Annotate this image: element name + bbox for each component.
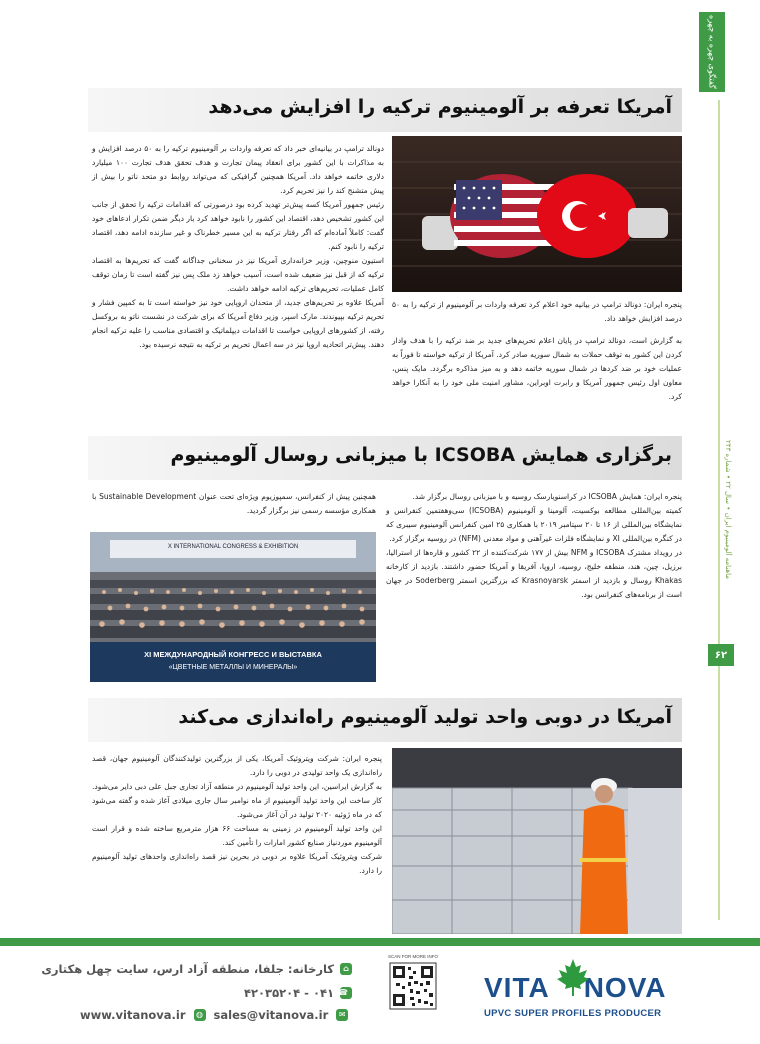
article1-title: آمریکا تعرفه بر آلومینیوم ترکیه را افزایش می‌دهد — [208, 96, 672, 118]
article3-column: پنجره ایران: شرکت ویتروئیک آمریکا، یکی از بزرگترین تولیدکنندگان آلومینیوم جهان، قصد راه‌اندازی یک واحد تولیدی در دوبی را دارد. به گزارش ایراسین، این واحد تولید آلومینیوم در منطقه آزاد تجاری جبل علی دبی دایر می‌شود. کار ساخت این واحد تولید آلومینیوم از ماه نوامبر سال جاری میلادی آغاز شده و گفته می‌شود که در ماه ژوئیه ۲۰۲۰ تولید در آن آغاز می‌شود. این واحد تولید آلومینیوم در زمینی به مساحت ۶۶ هزار مترمربع ساخته شده و قرار است آلومینیوم موردنیاز صنایع کشور امارات را تأمین کند. شرکت ویتروئیک آمریکا علاوه بر دوبی در بحرین نیز قصد راه‌اندازی واحدهای تولید آلومینیوم را دارد. — [92, 754, 382, 875]
banner-top-text: X INTERNATIONAL CONGRESS & EXHIBITION — [167, 544, 299, 550]
phone-icon: ☎ — [338, 988, 352, 997]
footer-phone: ☎ ۰۴۱ - ۴۲۰۳۵۲۰۴ — [244, 986, 352, 1000]
article2-header — [88, 436, 682, 480]
aluminium-ingots-photo — [392, 748, 682, 934]
article2-left-column: همچنین پیش از کنفرانس، سمپوزیوم ویژه‌ای تحت عنوان Sustainable Development با همکاری مؤسسه رسمی نیز برگزار گردید. — [92, 492, 376, 515]
logo-tagline: UPVC SUPER PROFILES PRODUCER — [484, 1008, 662, 1019]
side-rule — [718, 100, 720, 920]
globe-icon: ◍ — [194, 1009, 206, 1021]
article1-left-column: دونالد ترامپ در بیانیه‌ای خبر داد که تعرفه واردات بر آلومینیوم ترکیه را به ۵۰ درصد افزایش و به مذاکرات با این کشور برای انعقاد پیمان تجارت و هدف تحقق هدف تجارت ۱۰۰ میلیارد دلاری خاتمه خواهد داد. آمریکا همچنین گرافیکی که می‌تواند روابط دو متحد ناتو را بیش از پیش متشنج کند را نیز تحریم کرد. رئیس جمهور آمریکا کسه پیش‌تر تهدید کرده بود درصورتی که اقدامات ترکیه را تحقق از جانب این کشور تشخیص دهد، اقتصاد این کشور را نابود خواهد کرد بار دیگر ضمن تکرار ادعاهای خود گفت: کاملاً آماده‌ام که اگر رفتار ترکیه به این مسیر خطرناک و غیر سازنده ادامه دهد، اقتصاد ترکیه را نابود کنم. استیون منوچین، وزیر خزانه‌داری آمریکا نیز در سخنانی جداگانه گفت که تحریم‌ها به اقتصاد ترکیه که از قبل نیز ضعیف شده است، آسیب خواهد زد ملک پس نیز گفته است تا زمان توقف کامل عملیات، تحریم‌های ترکیه ادامه خواهد داشت. آمریکا علاوه بر تحریم‌های جدید، از متحدان اروپایی خود نیز خواسته است تا به کمپین فشار و تحریم ترکیه بپیوندند. مارک اسپر، وزیر دفاع آمریکا که برای شرکت در نشست ناتو به بروکسل رفته، از کشورهای اروپایی خواست تا اقدامات دیپلماتیک و اقتصادی مناسب را علیه ترکیه انجام دهند. پیش‌تر اتحادیه اروپا نیز در سه اعمال تحریم بر ترکیه به نتیجه نرسیده بود. — [92, 144, 384, 349]
banner-bottom-text-2: «ЦВЕТНЫЕ МЕТАЛЛЫ И МИНЕРАЛЫ» — [168, 664, 298, 671]
banner-bottom-text: XI МЕЖДУНАРОДНЫЙ КОНГРЕСС И ВЫСТАВКА — [144, 650, 322, 659]
vitanova-logo — [484, 958, 684, 1028]
factory-icon: ⌂ — [340, 963, 352, 975]
issue-info: ماهنامه آلومینیوم ایران • سال ۲۲ • شماره ۲۴۳ — [724, 440, 732, 579]
maple-leaf-icon — [556, 958, 590, 998]
footer-stripe — [0, 938, 760, 946]
advertisement-footer — [0, 946, 760, 1044]
footer-address: ⌂ کارخانه: جلفا، منطقه آزاد ارس، سایت چهل هکتاری — [41, 962, 352, 976]
mail-icon: ✉ — [336, 1009, 348, 1021]
boxing-gloves-photo — [392, 136, 682, 292]
email-link[interactable]: sales@vitanova.ir — [213, 1008, 329, 1022]
article2-right-column: پنجره ایران: همایش ICSOBA در کراسنویارسک روسیه و با میزبانی روسال برگزار شد. کمیته بین‌المللی مطالعه بوکسیت، آلومینا و آلومینیوم (ICSOBA) سی‌وهفتمین کنفرانس و نمایشگاه بین‌المللی از ۱۶ تا ۲۰ سپتامبر ۲۰۱۹ با همکاری ۲۵ امین کنفرانس آلومینیوم سیبری که در کنگره بین‌المللی XI و نمایشگاه فلزات غیرآهنی و مواد معدنی (NFM) در روسیه برگزار کرد. در رویداد مشترک ICSOBA و NFM بیش از ۱۷۷ شرکت‌کننده از ۲۲ کشور و قاره‌ها از استرالیا، برزیل، چین، هند، منطقه خلیج، روسیه، اروپا، آفریقا و آمریکا حضور داشتند. بازدید از کارخانه Khakas روسال و بازدید از اسمتر Krasnoyarsk که بزرگترین اسمتر Soderberg در جهان است از برنامه‌های کنفرانس بود. — [386, 492, 682, 599]
article1-right-column: پنجره ایران: دونالد ترامپ در بیانیه خود اعلام کرد تعرفه واردات بر آلومینیوم از ترکیه را به ۵۰ درصد افزایش خواهد داد. به گزارش است، دونالد ترامپ در پایان اعلام تحریم‌های جدید بر ضد ترکیه را با هدف وادار کردن این کشور به توقف حملات به شمال سوریه صادر کرد. آمریکا از ترکیه خواسته تا فوراً به عملیات خود بر ضد کردها در شمال سوریه خاتمه دهد و به میز مذاکره برگردد. مایک پنس، معاون اول رئیس جمهور آمریکا و رابرت اوبراین، مشاور امنیت ملی خود را به آنکارا خواهد کرد. — [392, 300, 682, 401]
article1-header — [88, 88, 682, 132]
conference-group-photo — [90, 532, 376, 682]
website-link[interactable]: www.vitanova.ir — [80, 1008, 186, 1022]
article2-title: برگزاری همایش ICSOBA با میزبانی روسال آلومینیوم — [170, 444, 672, 466]
page-number: ۶۲ — [708, 644, 734, 666]
footer-web-email — [80, 1008, 348, 1022]
logo-wordmark: VITA NOVA — [484, 972, 667, 1003]
qr-code[interactable]: SCAN FOR MORE INFO — [388, 954, 438, 1022]
article3-title: آمریکا در دوبی واحد تولید آلومینیوم راه‌اندازی می‌کند — [178, 706, 672, 728]
article3-header — [88, 698, 682, 742]
section-tab: گفتگوی چهره به چهره — [699, 12, 725, 92]
